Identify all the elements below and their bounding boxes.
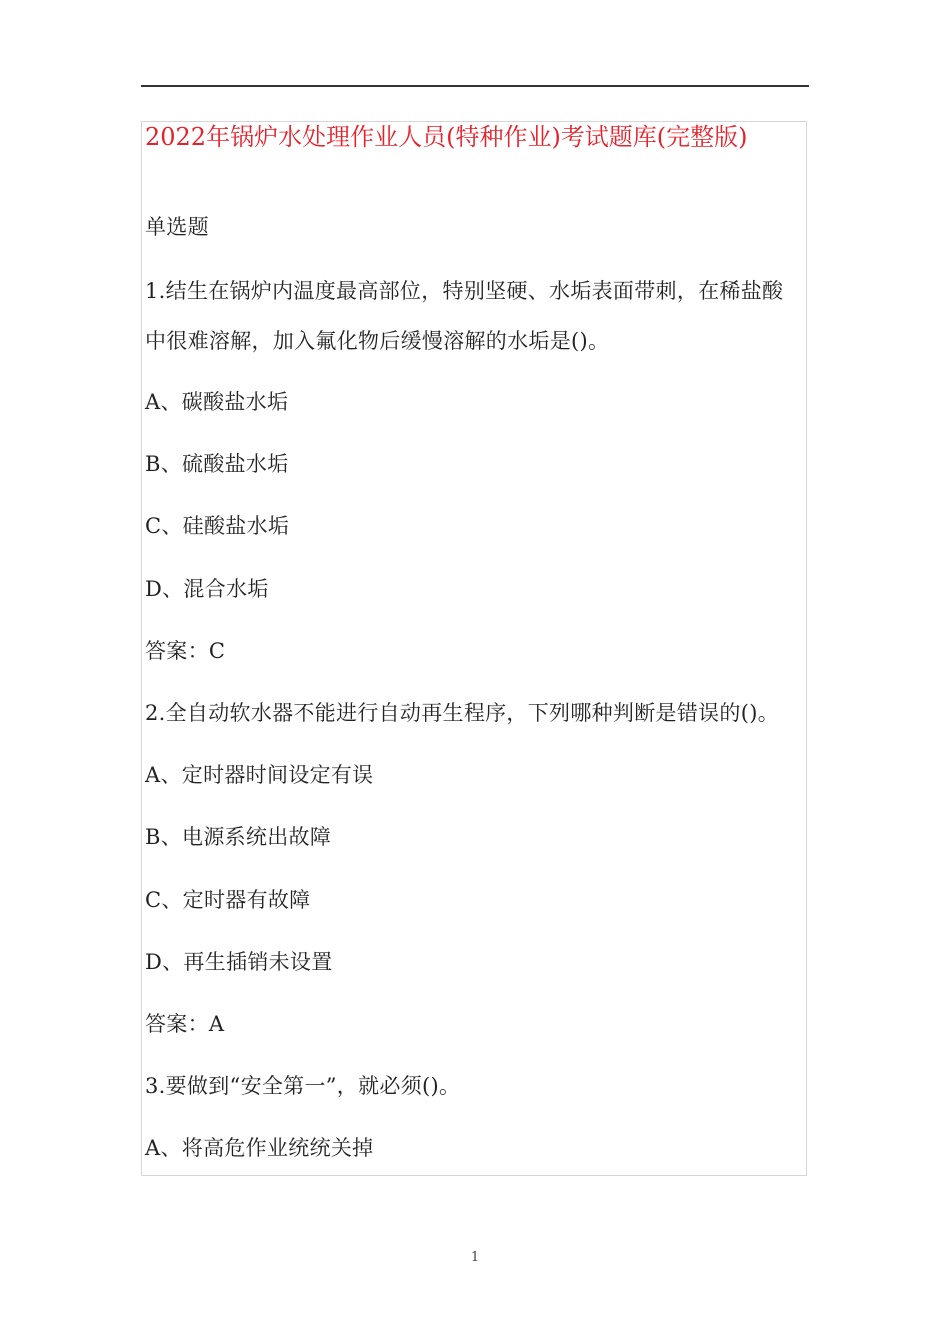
question-2-stem: 2.全自动软水器不能进行自动再生程序，下列哪种判断是错误的()。 bbox=[145, 701, 780, 725]
question-3-stem: 3.要做到“安全第一”，就必须()。 bbox=[145, 1074, 461, 1098]
question-1-option-c: C、硅酸盐水垢 bbox=[145, 514, 290, 538]
question-1-option-d: D、混合水垢 bbox=[145, 577, 269, 601]
question-1-option-a: A、碳酸盐水垢 bbox=[145, 390, 289, 414]
question-2-option-c: C、定时器有故障 bbox=[145, 888, 311, 912]
question-2-option-b: B、电源系统出故障 bbox=[145, 825, 332, 849]
question-1-option-b: B、硫酸盐水垢 bbox=[145, 452, 289, 476]
document-title: 2022年锅炉水处理作业人员(特种作业)考试题库(完整版) bbox=[145, 123, 748, 151]
question-2-answer: 答案：A bbox=[145, 1012, 225, 1036]
header-rule bbox=[141, 85, 809, 87]
question-2-option-a: A、定时器时间设定有误 bbox=[145, 763, 374, 787]
question-1-stem-line-1: 1.结生在锅炉内温度最高部位，特别坚硬、水垢表面带刺，在稀盐酸 bbox=[145, 279, 784, 303]
question-2-option-d: D、再生插销未设置 bbox=[145, 950, 333, 974]
question-1-stem-line-2: 中很难溶解，加入氟化物后缓慢溶解的水垢是()。 bbox=[145, 329, 610, 353]
question-1-answer: 答案：C bbox=[145, 639, 226, 663]
question-3-option-a: A、将高危作业统统关掉 bbox=[145, 1136, 374, 1160]
section-heading: 单选题 bbox=[145, 215, 209, 239]
page-number: 1 bbox=[470, 1250, 480, 1265]
